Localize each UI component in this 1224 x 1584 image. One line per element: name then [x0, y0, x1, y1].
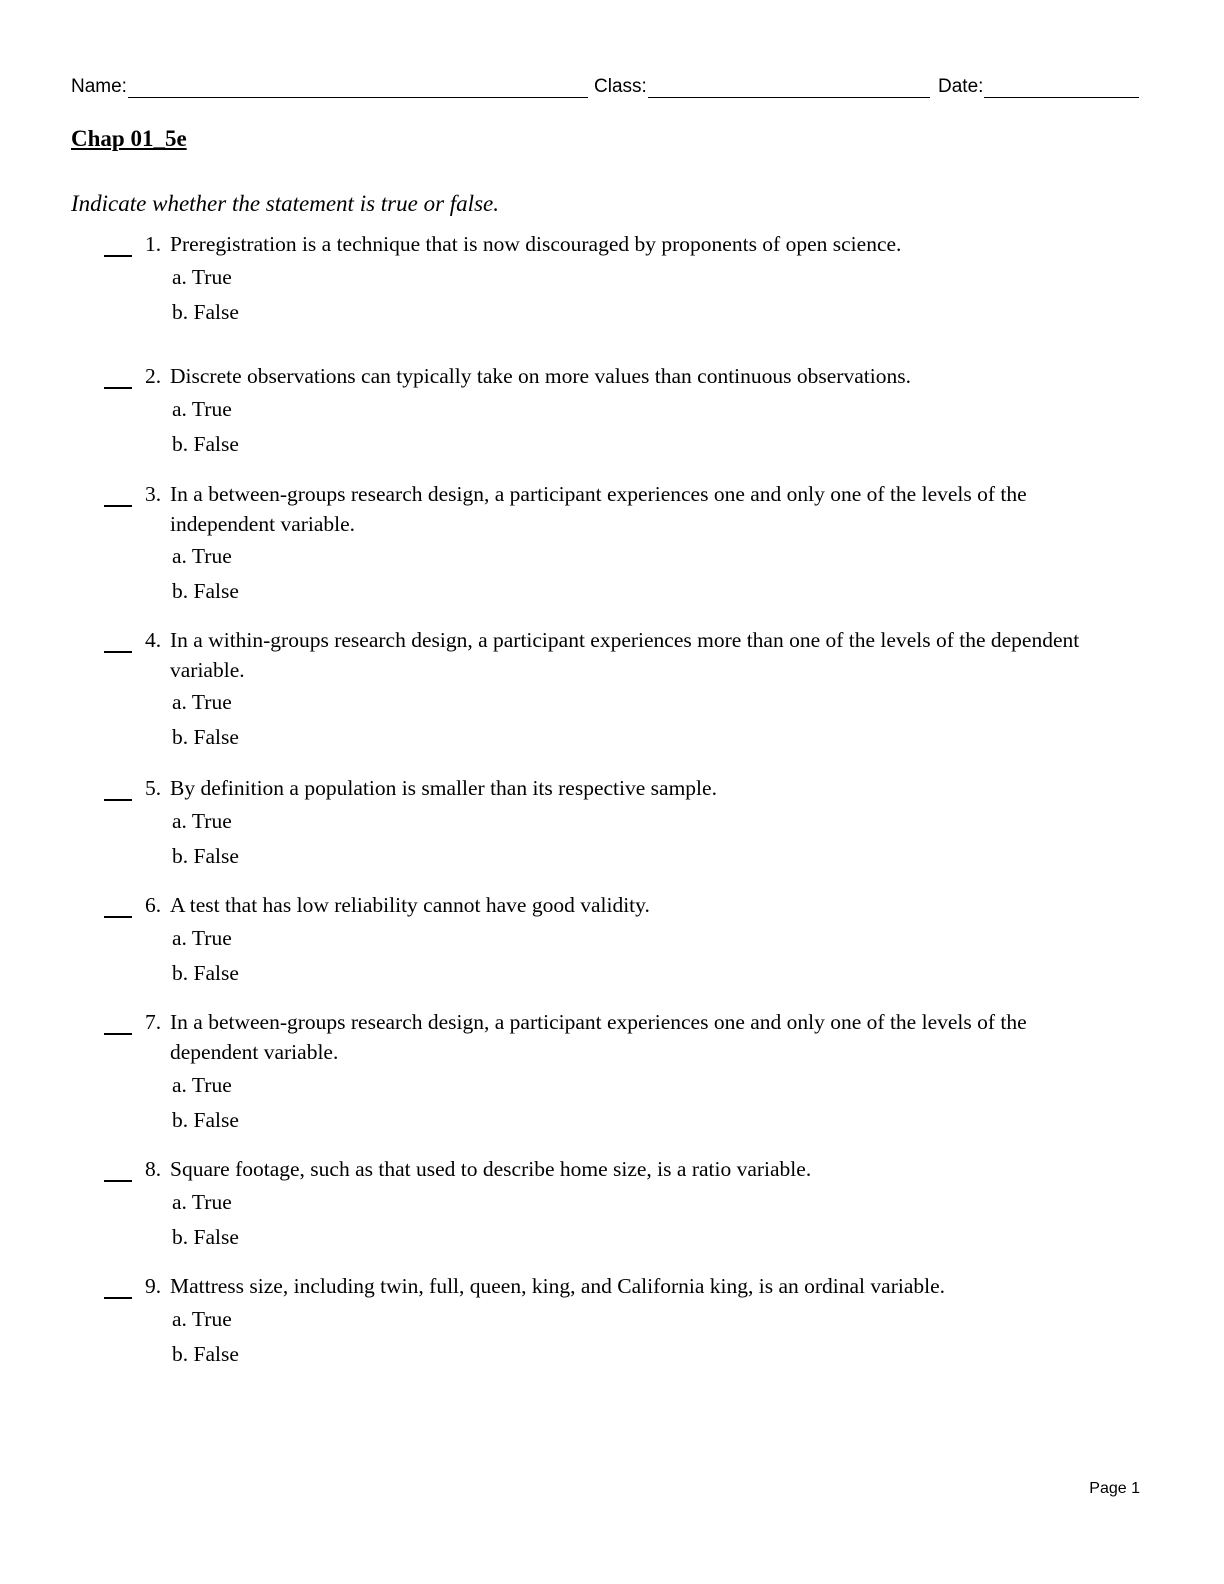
answer-blank[interactable]: [104, 483, 132, 507]
name-field: [71, 72, 588, 98]
question-number: 4.: [145, 628, 162, 652]
answer-blank[interactable]: [104, 1158, 132, 1182]
answer-blank[interactable]: [104, 777, 132, 801]
option-true: a. True: [172, 397, 232, 421]
question-text: Mattress size, including twin, full, queen, king, and California king, is an ordinal variable.: [170, 1274, 946, 1298]
date-field: [938, 72, 1139, 98]
class-label: Class:: [594, 76, 647, 97]
option-false: b. False: [172, 300, 239, 324]
answer-blank[interactable]: [104, 629, 132, 653]
question-number: 2.: [145, 364, 162, 388]
question-number: 3.: [145, 482, 162, 506]
question-number: 6.: [145, 893, 162, 917]
answer-blank[interactable]: [104, 365, 132, 389]
option-false: b. False: [172, 1342, 239, 1366]
option-false: b. False: [172, 725, 239, 749]
question-text: In a between-groups research design, a participant experiences one and only one of the levels of the independent variable.: [170, 482, 1027, 536]
name-label: Name:: [71, 76, 127, 97]
student-info-header: [71, 72, 1141, 98]
date-blank-line[interactable]: [984, 75, 1139, 98]
name-blank-line[interactable]: [128, 75, 588, 98]
answer-blank[interactable]: [104, 1275, 132, 1299]
date-label: Date:: [938, 76, 984, 97]
option-false: b. False: [172, 432, 239, 456]
question-text: A test that has low reliability cannot have good validity.: [170, 893, 650, 917]
option-true: a. True: [172, 265, 232, 289]
question-number: 5.: [145, 776, 162, 800]
question-number: 8.: [145, 1157, 162, 1181]
question-text: In a between-groups research design, a participant experiences one and only one of the levels of the dependent variable.: [170, 1010, 1027, 1064]
question-text: Square footage, such as that used to describe home size, is a ratio variable.: [170, 1157, 812, 1181]
question-number: 7.: [145, 1010, 162, 1034]
instructions: Indicate whether the statement is true or false.: [71, 191, 499, 216]
option-true: a. True: [172, 690, 232, 714]
answer-blank[interactable]: [104, 1011, 132, 1035]
class-blank-line[interactable]: [648, 75, 930, 98]
option-false: b. False: [172, 844, 239, 868]
question-text: Preregistration is a technique that is now discouraged by proponents of open science.: [170, 232, 902, 256]
option-true: a. True: [172, 1307, 232, 1331]
option-true: a. True: [172, 1190, 232, 1214]
option-true: a. True: [172, 1073, 232, 1097]
option-false: b. False: [172, 961, 239, 985]
option-false: b. False: [172, 1225, 239, 1249]
question-text: In a within-groups research design, a participant experiences more than one of the levels of the dependent variable.: [170, 628, 1080, 682]
answer-blank[interactable]: [104, 894, 132, 918]
page-title: Chap 01_5e: [71, 126, 187, 151]
answer-blank[interactable]: [104, 233, 132, 257]
option-false: b. False: [172, 1108, 239, 1132]
question-number: 9.: [145, 1274, 162, 1298]
option-true: a. True: [172, 544, 232, 568]
question-text: Discrete observations can typically take on more values than continuous observations.: [170, 364, 911, 388]
question-text: By definition a population is smaller than its respective sample.: [170, 776, 717, 800]
option-true: a. True: [172, 926, 232, 950]
question-number: 1.: [145, 232, 162, 256]
option-true: a. True: [172, 809, 232, 833]
class-field: [594, 72, 930, 98]
option-false: b. False: [172, 579, 239, 603]
page-number: Page 1: [1089, 1480, 1140, 1497]
